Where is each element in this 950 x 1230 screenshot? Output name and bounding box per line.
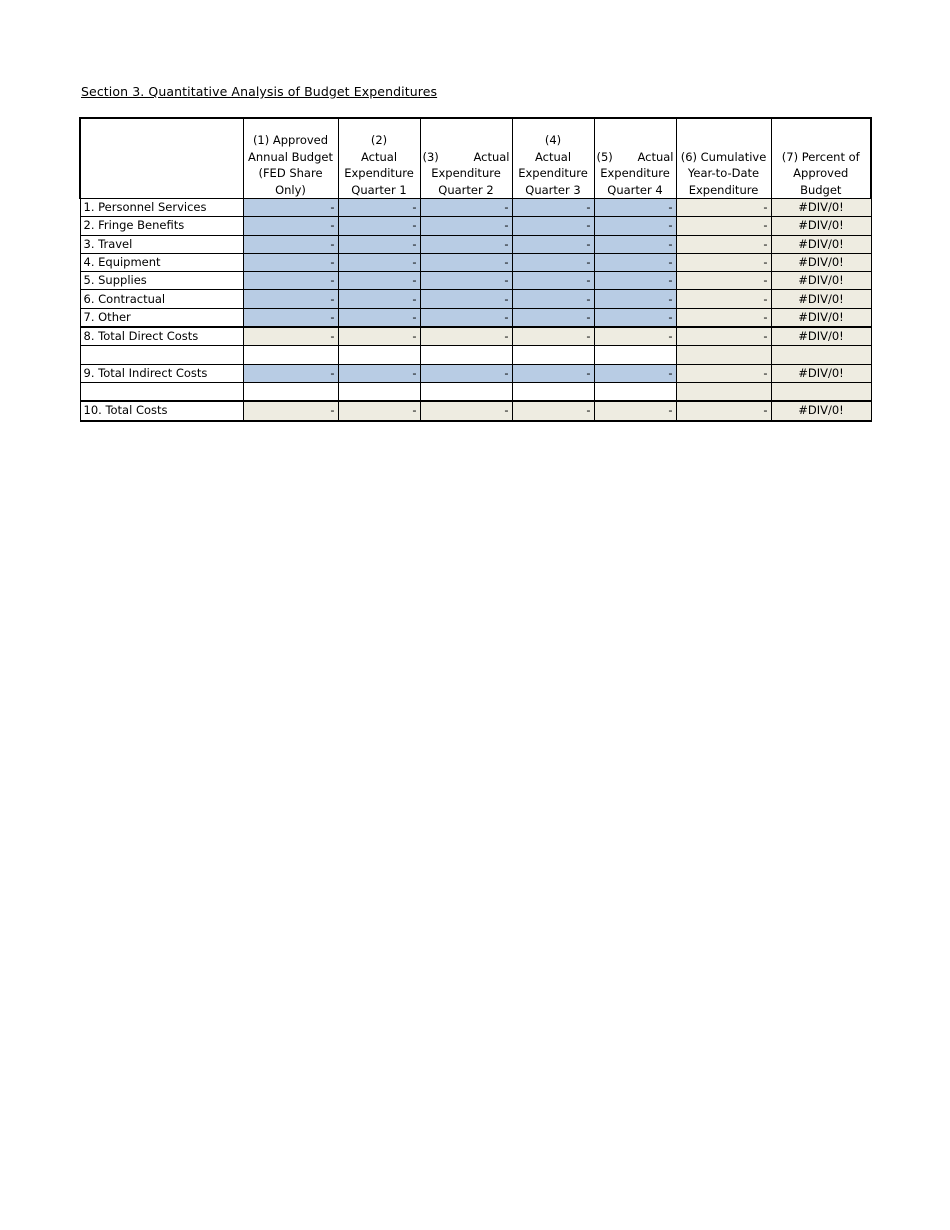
spacer-row [80, 346, 871, 364]
cell-quarter-2: - [420, 401, 512, 420]
cell-quarter-1: - [338, 401, 420, 420]
cell-approved-budget[interactable]: - [243, 235, 338, 253]
cell-cumulative-ytd: - [676, 253, 771, 271]
cell-quarter-4[interactable]: - [594, 199, 676, 217]
spacer-cell [771, 346, 871, 364]
cell-quarter-3[interactable]: - [512, 235, 594, 253]
row-contractual [80, 290, 871, 308]
row-equipment [80, 253, 871, 271]
header-quarter-1: (2) Actual Expenditure Quarter 1 [338, 118, 420, 199]
cell-quarter-4[interactable]: - [594, 253, 676, 271]
header-percent-approved: (7) Percent of Approved Budget [771, 118, 871, 199]
cell-approved-budget[interactable]: - [243, 290, 338, 308]
row-personnel-services [80, 199, 871, 217]
cell-percent-approved: #DIV/0! [771, 199, 871, 217]
cell-quarter-1[interactable]: - [338, 217, 420, 235]
cell-quarter-4[interactable]: - [594, 290, 676, 308]
cell-quarter-2[interactable]: - [420, 199, 512, 217]
row-total-indirect-costs [80, 364, 871, 382]
spacer-cell [676, 382, 771, 401]
cell-quarter-4[interactable]: - [594, 217, 676, 235]
row-label: 9. Total Indirect Costs [80, 364, 243, 382]
cell-quarter-1[interactable]: - [338, 364, 420, 382]
cell-quarter-3[interactable]: - [512, 217, 594, 235]
cell-approved-budget[interactable]: - [243, 253, 338, 271]
header-row [80, 118, 871, 199]
cell-quarter-1: - [338, 327, 420, 346]
cell-quarter-4[interactable]: - [594, 272, 676, 290]
cell-quarter-3: - [512, 401, 594, 420]
cell-quarter-2[interactable]: - [420, 253, 512, 271]
cell-quarter-2[interactable]: - [420, 235, 512, 253]
cell-quarter-3[interactable]: - [512, 364, 594, 382]
spacer-cell [512, 346, 594, 364]
row-fringe-benefits [80, 217, 871, 235]
cell-quarter-3[interactable]: - [512, 308, 594, 327]
spacer-cell [594, 346, 676, 364]
row-label: 10. Total Costs [80, 401, 243, 420]
cell-percent-approved: #DIV/0! [771, 217, 871, 235]
cell-approved-budget[interactable]: - [243, 308, 338, 327]
header-cumulative-ytd: (6) Cumulative Year-to-Date Expenditure [676, 118, 771, 199]
row-label: 5. Supplies [80, 272, 243, 290]
cell-quarter-3[interactable]: - [512, 199, 594, 217]
cell-percent-approved: #DIV/0! [771, 290, 871, 308]
cell-quarter-2[interactable]: - [420, 364, 512, 382]
cell-quarter-4[interactable]: - [594, 364, 676, 382]
spacer-cell [80, 382, 243, 401]
cell-quarter-4[interactable]: - [594, 235, 676, 253]
row-label: 1. Personnel Services [80, 199, 243, 217]
cell-quarter-4: - [594, 327, 676, 346]
cell-quarter-2[interactable]: - [420, 272, 512, 290]
cell-approved-budget[interactable]: - [243, 272, 338, 290]
spacer-cell [594, 382, 676, 401]
row-total-direct-costs [80, 327, 871, 346]
spacer-cell [243, 346, 338, 364]
cell-quarter-3[interactable]: - [512, 253, 594, 271]
cell-quarter-4[interactable]: - [594, 308, 676, 327]
cell-cumulative-ytd: - [676, 272, 771, 290]
spacer-cell [243, 382, 338, 401]
row-label: 4. Equipment [80, 253, 243, 271]
cell-cumulative-ytd: - [676, 235, 771, 253]
cell-percent-approved: #DIV/0! [771, 235, 871, 253]
cell-quarter-4: - [594, 401, 676, 420]
row-total-costs [80, 401, 871, 420]
header-corner [80, 118, 243, 199]
cell-cumulative-ytd: - [676, 217, 771, 235]
cell-percent-approved: #DIV/0! [771, 272, 871, 290]
cell-quarter-2[interactable]: - [420, 217, 512, 235]
row-travel [80, 235, 871, 253]
row-supplies [80, 272, 871, 290]
cell-quarter-3[interactable]: - [512, 290, 594, 308]
cell-approved-budget: - [243, 327, 338, 346]
budget-expenditures-table [79, 117, 872, 422]
cell-approved-budget[interactable]: - [243, 217, 338, 235]
section-title: Section 3. Quantitative Analysis of Budget Expenditures [81, 84, 438, 99]
cell-percent-approved: #DIV/0! [771, 401, 871, 420]
row-other [80, 308, 871, 327]
header-quarter-4: (5) Actual Expenditure Quarter 4 [594, 118, 676, 199]
cell-percent-approved: #DIV/0! [771, 327, 871, 346]
cell-quarter-1[interactable]: - [338, 253, 420, 271]
cell-approved-budget[interactable]: - [243, 364, 338, 382]
cell-quarter-3: - [512, 327, 594, 346]
cell-quarter-2[interactable]: - [420, 290, 512, 308]
spacer-cell [420, 346, 512, 364]
spacer-cell [338, 382, 420, 401]
cell-quarter-1[interactable]: - [338, 272, 420, 290]
cell-quarter-1[interactable]: - [338, 290, 420, 308]
spacer-cell [676, 346, 771, 364]
spacer-cell [80, 346, 243, 364]
cell-percent-approved: #DIV/0! [771, 364, 871, 382]
cell-cumulative-ytd: - [676, 364, 771, 382]
header-quarter-2: (3) Actual Expenditure Quarter 2 [420, 118, 512, 199]
cell-quarter-1[interactable]: - [338, 199, 420, 217]
spacer-cell [771, 382, 871, 401]
cell-cumulative-ytd: - [676, 199, 771, 217]
cell-quarter-2[interactable]: - [420, 308, 512, 327]
cell-quarter-1[interactable]: - [338, 235, 420, 253]
cell-cumulative-ytd: - [676, 401, 771, 420]
spacer-cell [338, 346, 420, 364]
cell-quarter-3[interactable]: - [512, 272, 594, 290]
row-label: 3. Travel [80, 235, 243, 253]
row-label: 8. Total Direct Costs [80, 327, 243, 346]
row-label: 7. Other [80, 308, 243, 327]
row-label: 6. Contractual [80, 290, 243, 308]
cell-approved-budget: - [243, 401, 338, 420]
header-quarter-3: (4) Actual Expenditure Quarter 3 [512, 118, 594, 199]
cell-approved-budget[interactable]: - [243, 199, 338, 217]
row-label: 2. Fringe Benefits [80, 217, 243, 235]
cell-percent-approved: #DIV/0! [771, 308, 871, 327]
header-approved-budget: (1) Approved Annual Budget (FED Share Only) [243, 118, 338, 199]
cell-quarter-1[interactable]: - [338, 308, 420, 327]
cell-percent-approved: #DIV/0! [771, 253, 871, 271]
cell-cumulative-ytd: - [676, 308, 771, 327]
cell-cumulative-ytd: - [676, 327, 771, 346]
cell-cumulative-ytd: - [676, 290, 771, 308]
spacer-cell [420, 382, 512, 401]
cell-quarter-2: - [420, 327, 512, 346]
spacer-row [80, 382, 871, 401]
spacer-cell [512, 382, 594, 401]
